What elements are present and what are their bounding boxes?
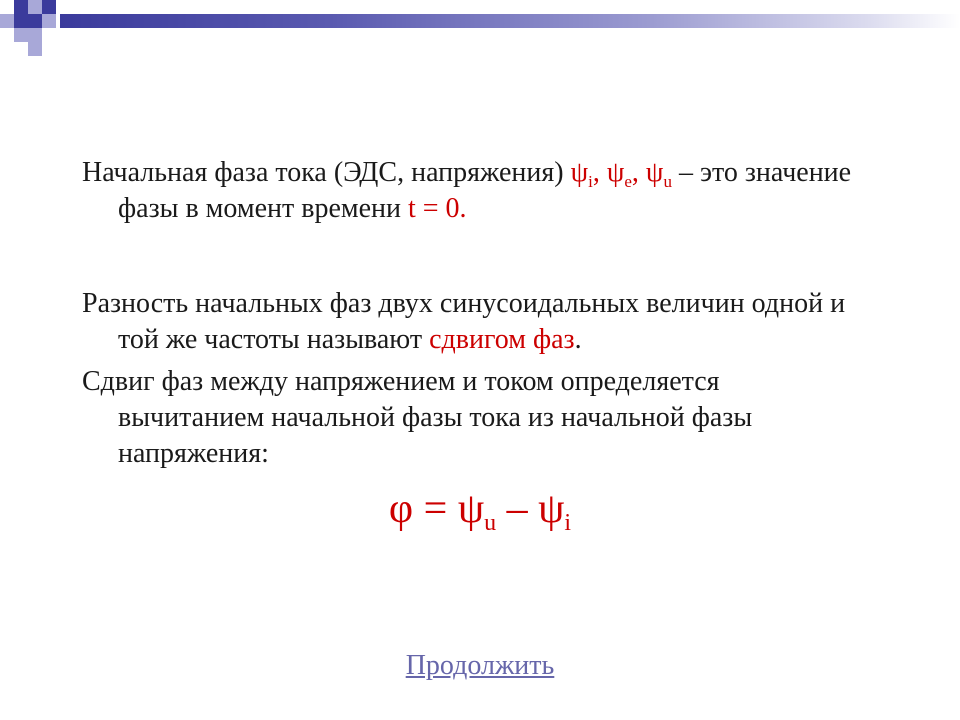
- deco-square: [28, 0, 42, 14]
- comma: ,: [631, 157, 646, 188]
- deco-square: [14, 0, 28, 14]
- paragraph-text: – это значение фазы в момент времени: [118, 157, 852, 224]
- deco-square: [14, 28, 28, 42]
- deco-square: [14, 14, 28, 28]
- phase-shift-term: сдвигом фаз: [429, 324, 575, 355]
- paragraph-phase-shift-definition: [82, 364, 862, 472]
- deco-square: [28, 28, 42, 42]
- time-zero: t = 0.: [407, 193, 467, 224]
- psi-i-symbol: $\psi_i$: [570, 157, 593, 191]
- psi-u-symbol: $\psi_u$: [645, 157, 672, 191]
- paragraph-text: Начальная фаза тока (ЭДС, напряжения): [82, 157, 571, 188]
- continue-link[interactable]: Продолжить: [405, 650, 555, 681]
- paragraph-text: Сдвиг фаз между напряжением и током определяется вычитанием начальной фазы тока из начальной фазы напряжения:: [82, 366, 753, 469]
- psi-e-symbol: $\psi_e$: [606, 157, 632, 191]
- deco-square: [28, 14, 42, 28]
- comma: ,: [592, 157, 607, 188]
- header-gradient-bar: [60, 14, 960, 28]
- deco-square: [0, 14, 14, 28]
- paragraph-text: Разность начальных фаз двух синусоидальных величин одной и той же частоты называют: [82, 288, 846, 355]
- deco-square: [28, 42, 42, 56]
- deco-square: [42, 0, 56, 14]
- header-decoration: [0, 0, 960, 60]
- paragraph-initial-phase: [82, 155, 862, 227]
- paragraph-text: .: [574, 324, 582, 355]
- deco-square: [42, 14, 56, 28]
- phase-shift-formula: $\varphi = \psi_u - \psi_i$: [388, 486, 572, 536]
- paragraph-phase-difference: [82, 286, 862, 358]
